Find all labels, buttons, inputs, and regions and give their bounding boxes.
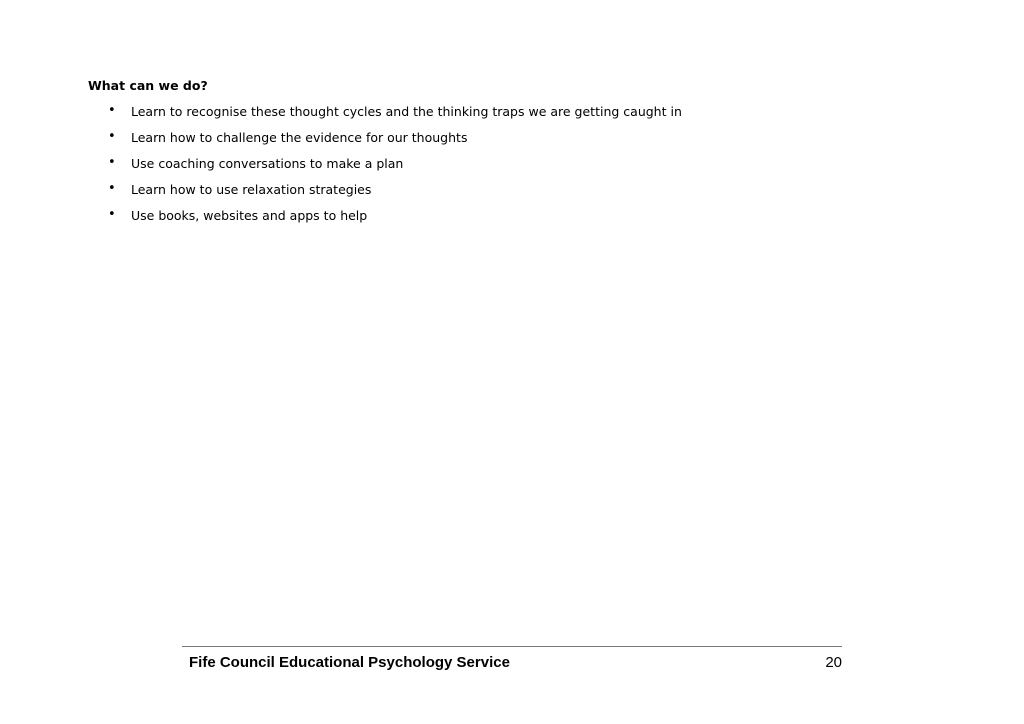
footer-divider: [182, 646, 842, 647]
list-item-text: Learn how to challenge the evidence for our thoughts: [131, 130, 468, 145]
list-item-text: Learn how to use relaxation strategies: [131, 182, 372, 197]
bullet-icon: •: [108, 103, 116, 118]
bullet-icon: •: [108, 129, 116, 144]
list-item-text: Learn to recognise these thought cycles and the thinking traps we are getting caught in: [131, 104, 682, 119]
list-item-text: Use books, websites and apps to help: [131, 208, 368, 223]
bullet-icon: •: [108, 207, 116, 222]
section-heading: What can we do?: [88, 78, 208, 93]
bullet-icon: •: [108, 155, 116, 170]
list-item-text: Use coaching conversations to make a plan: [131, 156, 404, 171]
footer-organization: Fife Council Educational Psychology Service: [189, 654, 510, 671]
page-number: 20: [825, 654, 842, 671]
bullet-icon: •: [108, 181, 116, 196]
